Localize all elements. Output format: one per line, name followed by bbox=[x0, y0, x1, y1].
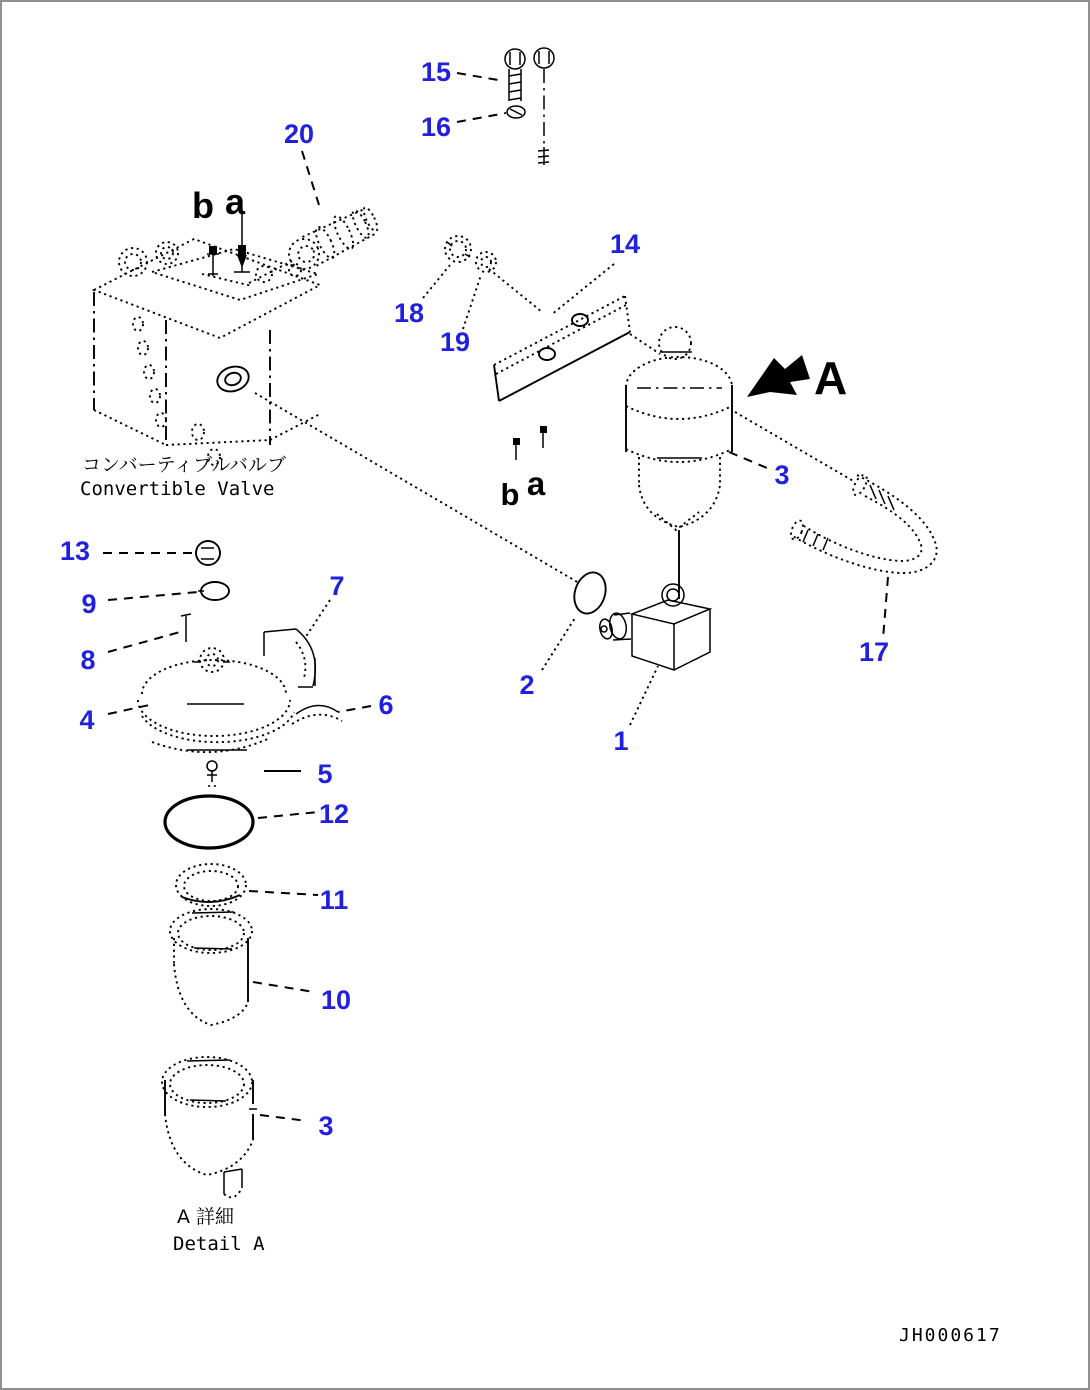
plug-13-drawing bbox=[196, 541, 220, 565]
drawing-code: JH000617 bbox=[899, 1325, 1002, 1346]
section-pin-markers-bottom bbox=[513, 426, 547, 460]
hose-17-drawing bbox=[789, 473, 937, 573]
bracket-14-drawing bbox=[494, 296, 630, 401]
leader-19 bbox=[463, 275, 481, 329]
valve-body-drawing bbox=[94, 239, 320, 465]
leader-1 bbox=[630, 666, 658, 725]
nut-18-drawing bbox=[445, 236, 471, 262]
bolt-15-drawing bbox=[505, 49, 525, 101]
clamp-6-drawing bbox=[292, 705, 342, 724]
callout-3-detail[interactable]: 3 bbox=[318, 1111, 334, 1141]
callout-6[interactable]: 6 bbox=[378, 690, 394, 720]
callout-15[interactable]: 15 bbox=[420, 57, 452, 87]
ring-11-drawing bbox=[176, 864, 246, 906]
leader-4 bbox=[108, 704, 154, 714]
callout-11[interactable]: 11 bbox=[319, 885, 349, 915]
washer-19-drawing bbox=[476, 252, 496, 272]
section-marker-a-top: a bbox=[224, 181, 246, 222]
assembly-line-hose bbox=[735, 412, 855, 482]
leader-15 bbox=[457, 73, 504, 81]
callout-9[interactable]: 9 bbox=[81, 589, 97, 619]
component-title-jp: コンバーティブルバルブ bbox=[82, 454, 287, 476]
component-title-en: Convertible Valve bbox=[80, 478, 275, 500]
leader-8 bbox=[108, 632, 180, 652]
callout-7[interactable]: 7 bbox=[329, 571, 345, 601]
callout-10[interactable]: 10 bbox=[320, 985, 352, 1015]
cap-4-drawing bbox=[138, 648, 294, 752]
leader-10 bbox=[253, 982, 314, 992]
callout-1[interactable]: 1 bbox=[613, 726, 629, 756]
accumulator-drawing bbox=[626, 327, 732, 599]
leader-3-top bbox=[729, 452, 767, 468]
parts-diagram bbox=[2, 2, 1090, 1390]
clamp-7-drawing bbox=[264, 629, 315, 687]
leader-17 bbox=[883, 577, 888, 639]
washer-16-drawing bbox=[507, 106, 525, 118]
bladder-10-drawing bbox=[170, 909, 252, 1025]
section-marker-a-bottom: a bbox=[526, 465, 546, 502]
bolt-right-drawing bbox=[534, 48, 554, 165]
callout-8[interactable]: 8 bbox=[80, 645, 96, 675]
leader-14 bbox=[551, 264, 614, 315]
callout-17[interactable]: 17 bbox=[858, 637, 890, 667]
fitting-block-1-drawing bbox=[598, 584, 710, 670]
callout-4[interactable]: 4 bbox=[79, 705, 95, 735]
leader-12 bbox=[258, 812, 318, 818]
leader-2 bbox=[542, 618, 575, 670]
leader-3-detail bbox=[260, 1115, 307, 1121]
detail-title-jp: A 詳細 bbox=[177, 1206, 235, 1228]
callout-16[interactable]: 16 bbox=[420, 112, 452, 142]
callout-5[interactable]: 5 bbox=[317, 759, 333, 789]
leader-6 bbox=[338, 706, 371, 712]
o-ring-12-drawing bbox=[165, 796, 253, 848]
view-label-A: A bbox=[814, 352, 848, 404]
callout-13[interactable]: 13 bbox=[59, 536, 91, 566]
assembly-line-14 bbox=[630, 334, 660, 354]
pin-8-drawing bbox=[181, 614, 191, 642]
leader-18 bbox=[423, 265, 450, 298]
assembly-line-19 bbox=[489, 269, 542, 312]
o-ring-2-drawing bbox=[569, 568, 611, 617]
leader-16 bbox=[457, 113, 506, 122]
callout-12[interactable]: 12 bbox=[318, 799, 350, 829]
leader-20 bbox=[302, 151, 319, 205]
screw-5-drawing bbox=[207, 761, 217, 786]
callout-18[interactable]: 18 bbox=[393, 298, 425, 328]
shell-3-detail-drawing bbox=[162, 1057, 257, 1197]
callout-3-top[interactable]: 3 bbox=[774, 460, 790, 490]
ring-9-drawing bbox=[198, 582, 229, 600]
callout-19[interactable]: 19 bbox=[439, 327, 471, 357]
callout-14[interactable]: 14 bbox=[609, 229, 641, 259]
detail-title-en: Detail A bbox=[173, 1233, 265, 1255]
section-marker-b-bottom: b bbox=[500, 477, 520, 512]
leader-9 bbox=[108, 592, 198, 600]
callout-20[interactable]: 20 bbox=[283, 119, 315, 149]
view-arrow-A bbox=[747, 355, 810, 397]
leader-11 bbox=[249, 891, 318, 895]
section-marker-b-top: b bbox=[192, 185, 214, 226]
callout-2[interactable]: 2 bbox=[519, 670, 535, 700]
leader-7 bbox=[305, 600, 330, 638]
